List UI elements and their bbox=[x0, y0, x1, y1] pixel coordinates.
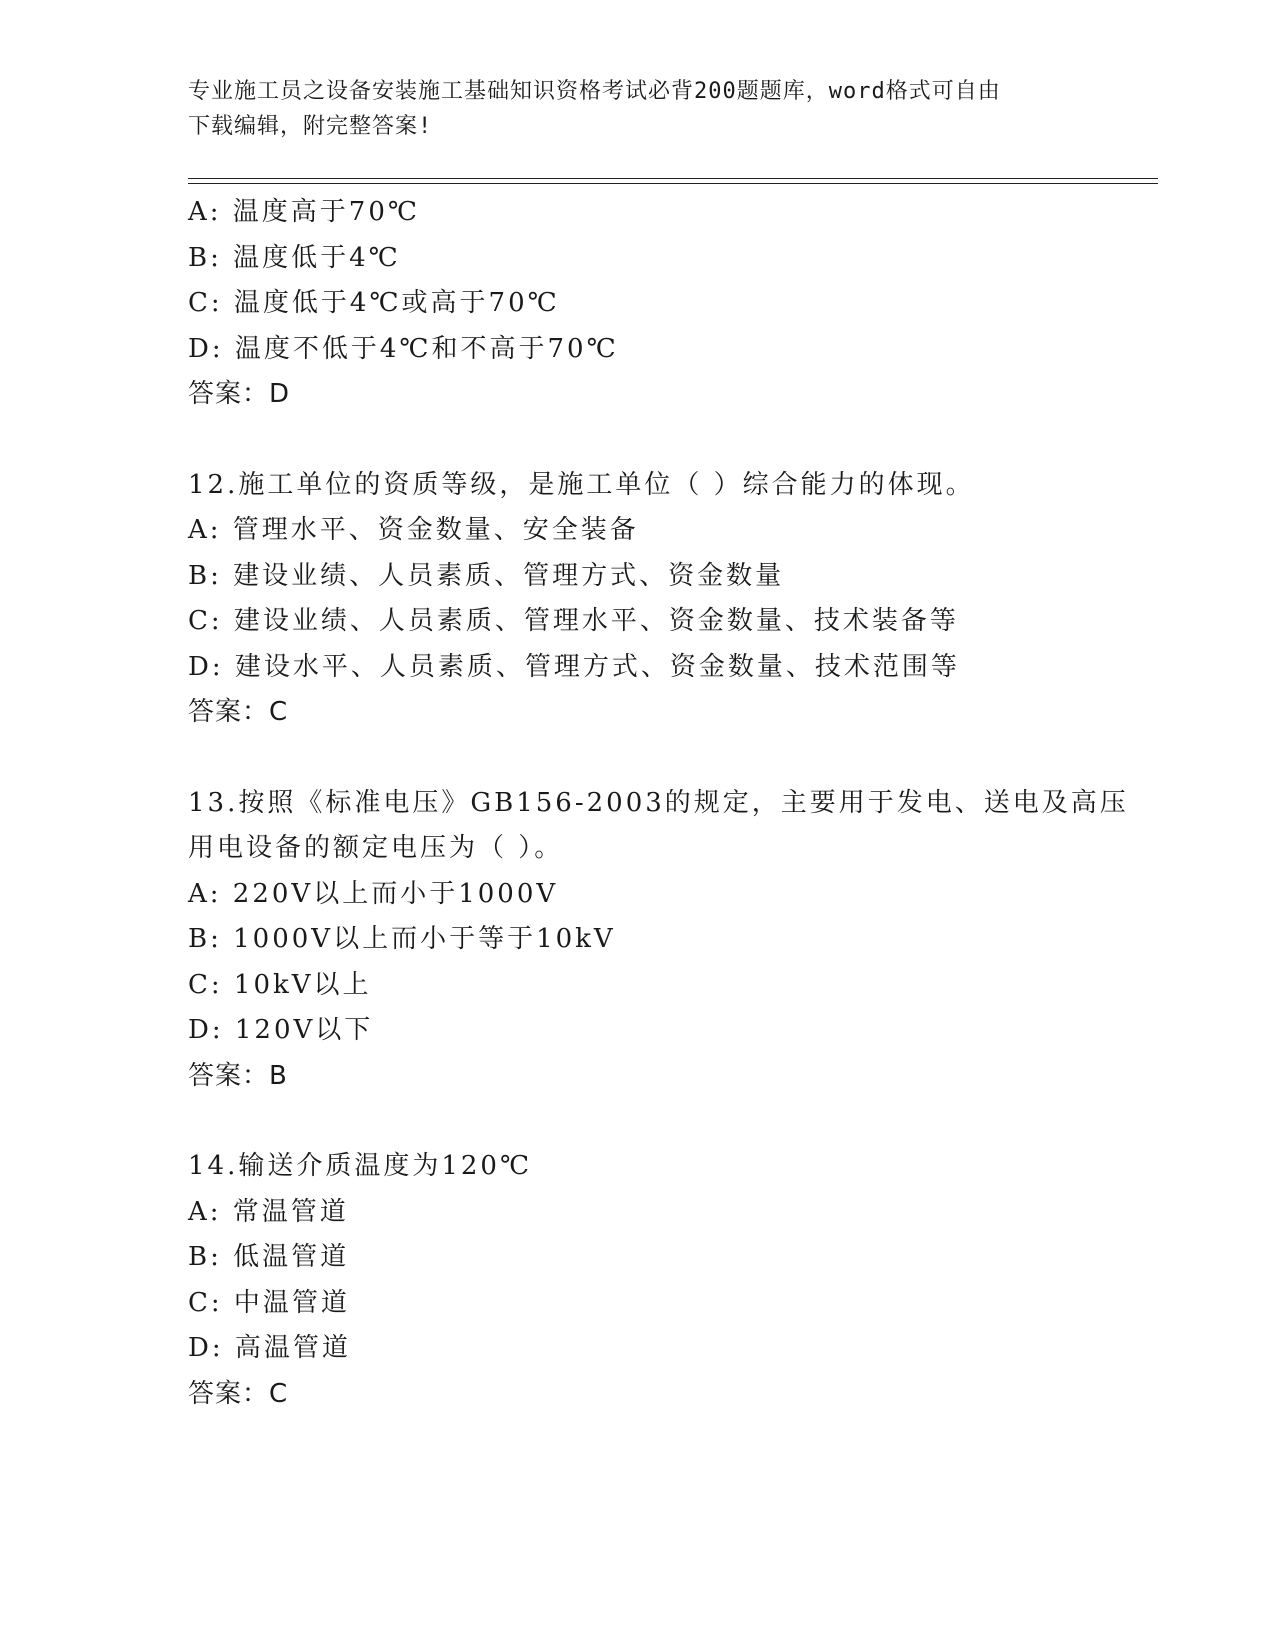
q11-option-d: D: 温度不低于4℃和不高于70℃ bbox=[188, 333, 619, 364]
spacer bbox=[188, 418, 1148, 463]
header-divider-bottom bbox=[188, 183, 1158, 184]
q13-answer: 答案：B bbox=[188, 1060, 288, 1091]
q14-answer: 答案：C bbox=[188, 1378, 289, 1409]
question-14-block bbox=[188, 1144, 1148, 1417]
q13-question-line-1: 13.按照《标准电压》GB156-2003的规定，主要用于发电、送电及高压 bbox=[188, 787, 1129, 818]
header-divider-top bbox=[188, 178, 1158, 179]
question-11-block bbox=[188, 190, 1148, 418]
header-title-line-1: 专业施工员之设备安装施工基础知识资格考试必背200题题库，word格式可自由 bbox=[188, 79, 1001, 104]
q13-question-line-2: 用电设备的额定电压为（ ）。 bbox=[188, 833, 564, 863]
q13-option-a: A: 220V以上而小于1000V bbox=[188, 878, 559, 909]
spacer bbox=[188, 736, 1148, 781]
q12-option-b: B: 建设业绩、人员素质、管理方式、资金数量 bbox=[188, 560, 785, 591]
q11-option-b: B: 温度低于4℃ bbox=[188, 242, 401, 273]
q14-option-d: D: 高温管道 bbox=[188, 1333, 351, 1363]
q14-question: 14.输送介质温度为120℃ bbox=[188, 1151, 533, 1181]
question-12-block bbox=[188, 463, 1148, 736]
question-13-block bbox=[188, 781, 1148, 1100]
q12-option-a: A: 管理水平、资金数量、安全装备 bbox=[188, 515, 639, 545]
q13-option-c: C: 10kV以上 bbox=[188, 969, 372, 1000]
q12-question: 12.施工单位的资质等级，是施工单位（ ）综合能力的体现。 bbox=[188, 469, 975, 500]
q12-option-d: D: 建设水平、人员素质、管理方式、资金数量、技术范围等 bbox=[188, 651, 960, 682]
spacer bbox=[188, 1099, 1148, 1144]
document-header bbox=[188, 74, 1078, 144]
q14-option-c: C: 中温管道 bbox=[188, 1287, 350, 1318]
q11-option-c: C: 温度低于4℃或高于70℃ bbox=[188, 288, 560, 318]
header-title-line-2: 下载编辑，附完整答案! bbox=[188, 114, 433, 139]
q14-option-b: B: 低温管道 bbox=[188, 1242, 350, 1272]
q11-answer: 答案：D bbox=[188, 379, 291, 409]
q13-option-b: B: 1000V以上而小于等于10kV bbox=[188, 924, 616, 954]
question-list bbox=[188, 190, 1148, 1417]
q14-option-a: A: 常温管道 bbox=[188, 1196, 349, 1227]
q12-answer: 答案：C bbox=[188, 697, 289, 727]
q13-option-d: D: 120V以下 bbox=[188, 1015, 374, 1045]
q11-option-a: A: 温度高于70℃ bbox=[188, 197, 420, 227]
q12-option-c: C: 建设业绩、人员素质、管理水平、资金数量、技术装备等 bbox=[188, 606, 959, 636]
